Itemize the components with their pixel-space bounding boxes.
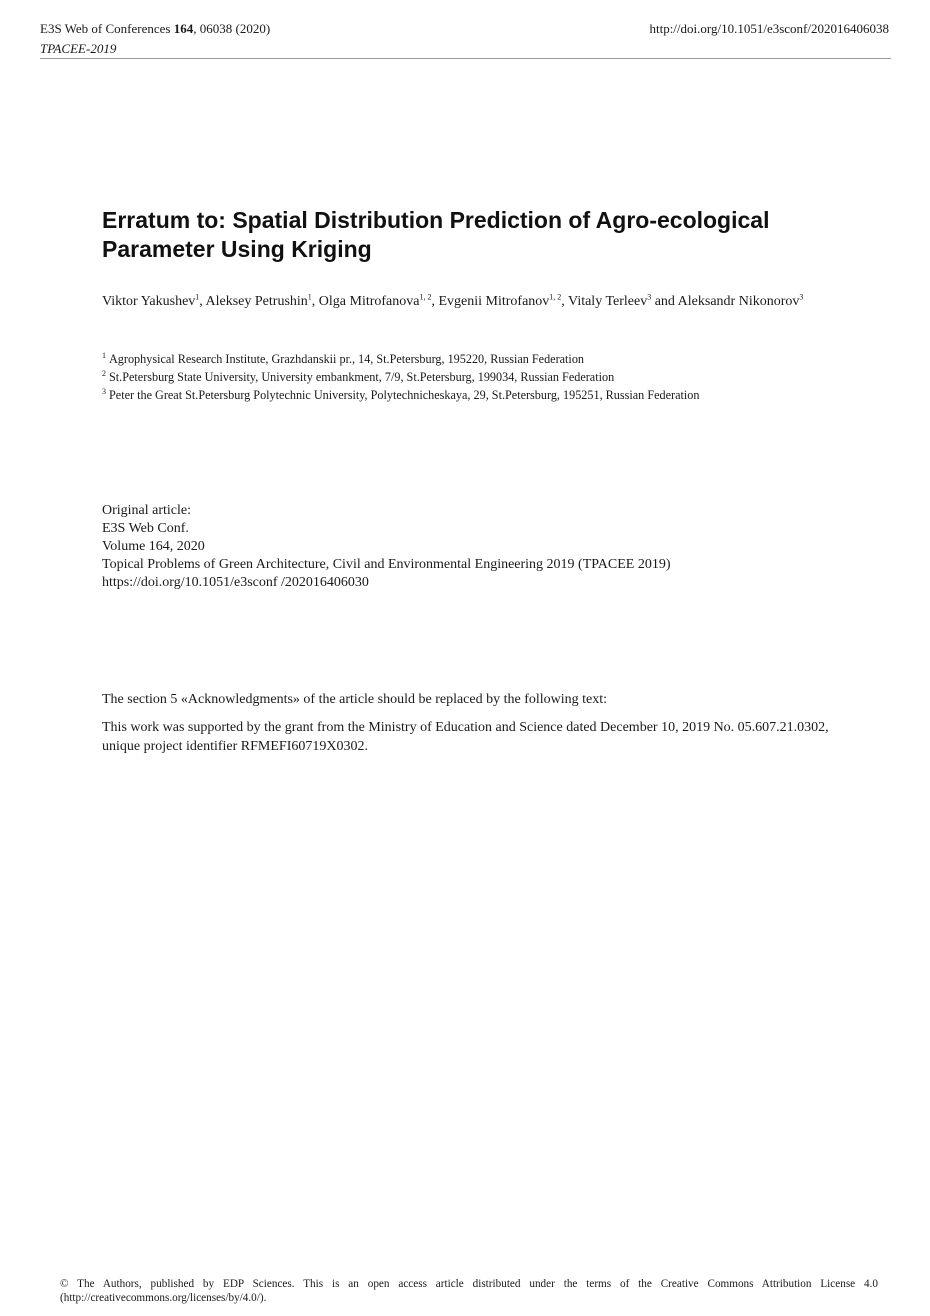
journal-volume: 164 bbox=[173, 21, 194, 36]
author-separator: , bbox=[431, 294, 439, 309]
author-separator: , bbox=[311, 294, 319, 309]
affiliation-item bbox=[102, 386, 862, 404]
author-name: Olga Mitrofanova bbox=[318, 294, 420, 309]
author-affiliation-marker: 1 bbox=[307, 292, 312, 302]
journal-name: E3S Web of Conferences bbox=[40, 21, 174, 36]
acknowledgment-text: This work was supported by the grant from the Ministry of Education and Science dated December 10, 2019 No. 05.607.21.0302, unique project identifier RFMEFI60719X0302. bbox=[102, 720, 829, 754]
affiliation-item bbox=[102, 350, 862, 368]
author-affiliation-marker: 1 bbox=[195, 292, 200, 302]
original-article-label: Original article: bbox=[102, 503, 192, 518]
affiliation-text: St.Petersburg State University, University embankment, 7/9, St.Petersburg, 199034, Russian Federation bbox=[109, 370, 615, 384]
author-name: Viktor Yakushev bbox=[102, 294, 196, 309]
original-article-journal: E3S Web Conf. bbox=[102, 521, 189, 536]
original-article-volume: Volume 164, 2020 bbox=[102, 539, 205, 554]
original-article-conference: Topical Problems of Green Architecture, Civil and Environmental Engineering 2019 (TPACEE 2019) bbox=[102, 557, 671, 572]
author-affiliation-marker: 1, 2 bbox=[549, 292, 562, 302]
running-header-journal bbox=[40, 20, 270, 38]
author-affiliation-marker: 3 bbox=[647, 292, 652, 302]
article-number: , 06038 (2020) bbox=[193, 21, 271, 36]
affiliation-text: Peter the Great St.Petersburg Polytechnic University, Polytechnicheskaya, 29, St.Petersburg, 195251, Russian Federation bbox=[109, 388, 700, 402]
running-header-conference: TPACEE-2019 bbox=[40, 41, 117, 56]
affiliation-item bbox=[102, 368, 862, 386]
running-header-doi[interactable]: http://doi.org/10.1051/e3sconf/202016406038 bbox=[649, 21, 889, 36]
erratum-section-note: The section 5 «Acknowledgments» of the article should be replaced by the following text: bbox=[102, 692, 608, 707]
affiliation-text: Agrophysical Research Institute, Grazhdanskii pr., 14, St.Petersburg, 195220, Russian Federation bbox=[109, 352, 585, 366]
affiliation-list bbox=[102, 350, 862, 404]
author-separator: , bbox=[561, 294, 569, 309]
affiliation-number: 1 bbox=[102, 350, 106, 360]
author-name: Evgenii Mitrofanov bbox=[438, 294, 550, 309]
affiliation-number: 3 bbox=[102, 386, 106, 396]
author-separator: and bbox=[651, 294, 678, 309]
author-list bbox=[102, 292, 852, 311]
license-footer: © The Authors, published by EDP Sciences. This is an open access article distributed under the terms of the Creative Commons Attribution License 4.0 (http://creativecommons.org/licenses/by/4.0/). bbox=[60, 1278, 878, 1304]
author-affiliation-marker: 3 bbox=[799, 292, 804, 302]
author-name: Vitaly Terleev bbox=[568, 294, 648, 309]
header-divider bbox=[40, 58, 891, 59]
author-name: Aleksandr Nikonorov bbox=[677, 294, 800, 309]
paper-title: Erratum to: Spatial Distribution Prediction of Agro-ecological Parameter Using Kriging bbox=[102, 207, 770, 262]
author-separator: , bbox=[199, 294, 206, 309]
author-name: Aleksey Petrushin bbox=[205, 294, 308, 309]
original-article-doi[interactable]: https://doi.org/10.1051/e3sconf /202016406030 bbox=[102, 575, 369, 590]
original-article-info bbox=[102, 502, 862, 592]
author-affiliation-marker: 1, 2 bbox=[419, 292, 432, 302]
affiliation-number: 2 bbox=[102, 368, 106, 378]
